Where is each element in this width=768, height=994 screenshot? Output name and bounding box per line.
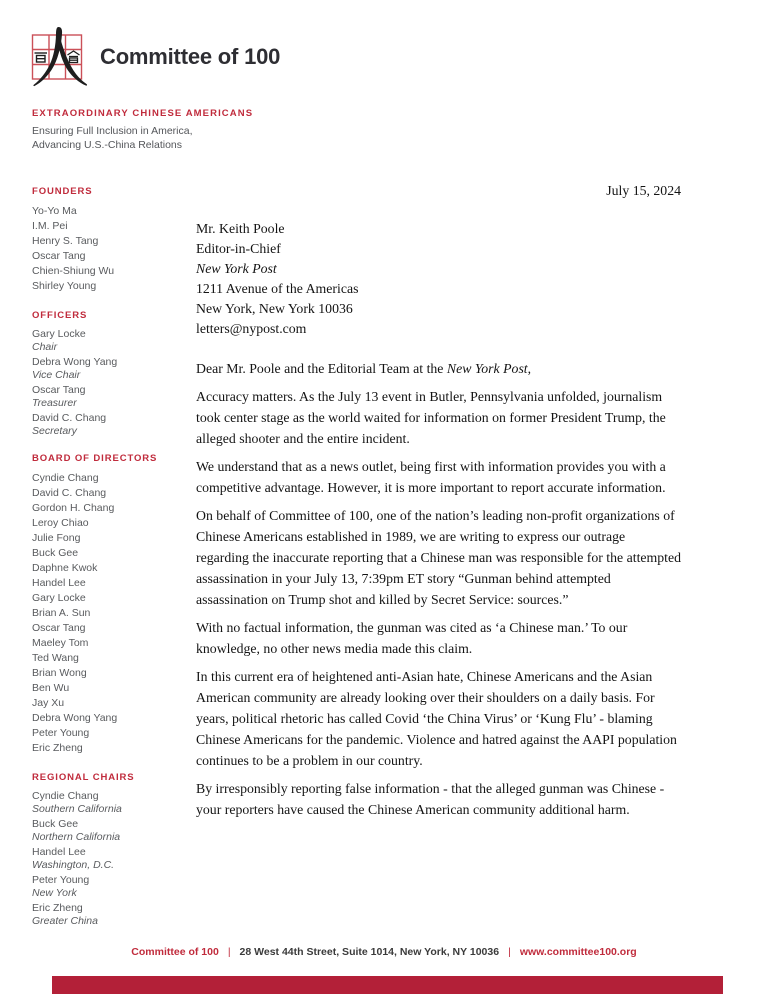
person-name: Daphne Kwok bbox=[32, 562, 98, 574]
salutation bbox=[196, 358, 681, 379]
person-name: Gary Locke bbox=[32, 328, 86, 340]
person-name: Oscar Tang bbox=[32, 384, 86, 396]
recipient-publication: New York Post bbox=[196, 261, 277, 276]
list-item bbox=[32, 741, 187, 756]
list-item bbox=[32, 531, 187, 546]
list-item bbox=[32, 264, 187, 279]
letter-date: July 15, 2024 bbox=[606, 183, 681, 198]
sidebar-section-founders bbox=[32, 186, 187, 294]
person-name: Brian Wong bbox=[32, 667, 87, 679]
person-name: Buck Gee bbox=[32, 818, 79, 830]
sidebar-heading-officers: OFFICERS bbox=[32, 310, 88, 321]
tagline-line-2: Advancing U.S.-China Relations bbox=[32, 139, 182, 151]
list-item bbox=[32, 219, 187, 234]
header-logo bbox=[31, 26, 280, 88]
person-name: Buck Gee bbox=[32, 547, 79, 559]
person-name: Cyndie Chang bbox=[32, 472, 99, 484]
person-name: Peter Young bbox=[32, 727, 90, 739]
list-item bbox=[32, 249, 187, 264]
tagline-line-1: Ensuring Full Inclusion in America, bbox=[32, 125, 193, 137]
footer-separator: | bbox=[508, 946, 511, 958]
person-name: Yo-Yo Ma bbox=[32, 205, 77, 217]
sidebar-section-officers bbox=[32, 310, 187, 437]
person-name: Henry S. Tang bbox=[32, 235, 99, 247]
person-name: Gordon H. Chang bbox=[32, 502, 115, 514]
recipient-street: 1211 Avenue of the Americas bbox=[196, 281, 359, 296]
list-item bbox=[32, 621, 187, 636]
person-region: Southern California bbox=[32, 802, 122, 815]
list-item bbox=[32, 696, 187, 711]
person-name: I.M. Pei bbox=[32, 220, 68, 232]
founders-list bbox=[32, 204, 187, 294]
list-item bbox=[32, 874, 187, 899]
person-role: Secretary bbox=[32, 424, 77, 437]
list-item bbox=[32, 546, 187, 561]
person-name: Leroy Chiao bbox=[32, 517, 89, 529]
person-name: Eric Zheng bbox=[32, 742, 83, 754]
footer bbox=[0, 946, 768, 958]
person-role: Vice Chair bbox=[32, 368, 81, 381]
list-item bbox=[32, 726, 187, 741]
list-item bbox=[32, 636, 187, 651]
list-item bbox=[32, 516, 187, 531]
sidebar bbox=[32, 186, 187, 943]
salutation-publication: New York Post bbox=[446, 361, 528, 376]
recipient-title: Editor-in-Chief bbox=[196, 241, 281, 256]
person-name: Gary Locke bbox=[32, 592, 86, 604]
regional-chairs-list bbox=[32, 790, 187, 927]
footer-org-name: Committee of 100 bbox=[131, 946, 219, 958]
letter-paragraph: By irresponsibly reporting false information - that the alleged gunman was Chinese - your reporters have caused the Chinese American community additional harm. bbox=[196, 781, 665, 817]
sidebar-heading-regional-chairs: REGIONAL CHAIRS bbox=[32, 772, 135, 783]
list-item bbox=[32, 412, 187, 437]
list-item bbox=[32, 711, 187, 726]
person-name: Brian A. Sun bbox=[32, 607, 91, 619]
recipient-email: letters@nypost.com bbox=[196, 321, 307, 336]
list-item bbox=[32, 591, 187, 606]
list-item bbox=[32, 576, 187, 591]
person-name: David C. Chang bbox=[32, 412, 107, 424]
list-item bbox=[32, 501, 187, 516]
salutation-comma: , bbox=[527, 361, 532, 376]
footer-red-bar bbox=[52, 976, 723, 994]
list-item bbox=[32, 384, 187, 409]
letter-paragraphs bbox=[196, 386, 681, 820]
tagline-block bbox=[32, 108, 292, 152]
list-item bbox=[32, 681, 187, 696]
person-name: Shirley Young bbox=[32, 280, 97, 292]
sidebar-heading-board: BOARD OF DIRECTORS bbox=[32, 453, 158, 464]
person-name: Debra Wong Yang bbox=[32, 356, 118, 368]
person-name: Handel Lee bbox=[32, 577, 86, 589]
list-item bbox=[32, 328, 187, 353]
list-item bbox=[32, 818, 187, 843]
list-item bbox=[32, 902, 187, 927]
person-name: Maeley Tom bbox=[32, 637, 89, 649]
person-name: Ben Wu bbox=[32, 682, 70, 694]
letter-body bbox=[196, 180, 681, 827]
person-name: Eric Zheng bbox=[32, 902, 83, 914]
list-item bbox=[32, 356, 187, 381]
person-region: New York bbox=[32, 886, 77, 899]
person-name: Cyndie Chang bbox=[32, 790, 99, 802]
person-region: Northern California bbox=[32, 830, 121, 843]
person-role: Treasurer bbox=[32, 396, 77, 409]
recipient-city: New York, New York 10036 bbox=[196, 301, 353, 316]
board-list bbox=[32, 471, 187, 756]
list-item bbox=[32, 279, 187, 294]
footer-separator: | bbox=[227, 946, 231, 958]
list-item bbox=[32, 561, 187, 576]
list-item bbox=[32, 790, 187, 815]
person-role: Chair bbox=[32, 340, 58, 353]
letter-paragraph: We understand that as a news outlet, being first with information provides you with a competitive advantage. However, it is more important to report accurate information. bbox=[196, 459, 666, 495]
sidebar-section-regional-chairs bbox=[32, 772, 187, 927]
officers-list bbox=[32, 328, 187, 437]
committee-of-100-seal-icon bbox=[31, 26, 89, 88]
person-name: Ted Wang bbox=[32, 652, 79, 664]
list-item bbox=[32, 486, 187, 501]
recipient-address-block bbox=[196, 219, 681, 339]
tagline-heading: EXTRAORDINARY CHINESE AMERICANS bbox=[32, 108, 254, 119]
footer-address: 28 West 44th Street, Suite 1014, New York, NY 10036 bbox=[239, 946, 500, 958]
person-name: Handel Lee bbox=[32, 846, 86, 858]
person-region: Washington, D.C. bbox=[32, 858, 115, 871]
letter-paragraph: With no factual information, the gunman was cited as ‘a Chinese man.’ To our knowledge, no other news media made this claim. bbox=[196, 620, 628, 656]
letter-paragraph: In this current era of heightened anti-Asian hate, Chinese Americans and the Asian American community are already looking over their shoulders on a daily basis. For years, political rhetoric has called Covid ‘the China Virus’ or ‘Kung Flu’ - blaming Chinese Americans for the pandemic. Violence and hatred against the AAPI population continues to be a problem in our country. bbox=[196, 669, 677, 768]
list-item bbox=[32, 651, 187, 666]
person-name: David C. Chang bbox=[32, 487, 107, 499]
list-item bbox=[32, 234, 187, 249]
list-item bbox=[32, 204, 187, 219]
sidebar-section-board-of-directors bbox=[32, 453, 187, 756]
person-name: Chien-Shiung Wu bbox=[32, 265, 115, 277]
list-item bbox=[32, 666, 187, 681]
org-name-logo-text: Committee of 100 bbox=[100, 44, 281, 69]
sidebar-heading-founders: FOUNDERS bbox=[32, 186, 93, 197]
person-name: Jay Xu bbox=[32, 697, 65, 709]
list-item bbox=[32, 471, 187, 486]
person-region: Greater China bbox=[32, 914, 98, 927]
person-name: Debra Wong Yang bbox=[32, 712, 118, 724]
list-item bbox=[32, 606, 187, 621]
list-item bbox=[32, 846, 187, 871]
person-name: Oscar Tang bbox=[32, 250, 86, 262]
person-name: Oscar Tang bbox=[32, 622, 86, 634]
letter-paragraph: On behalf of Committee of 100, one of the nation’s leading non-profit organizations of Chinese Americans established in 1989, we are writing to express our outrage regarding the inaccurate reporting that a Chinese man was responsible for the attempted assassination in your July 13, 7:39pm ET story “Gunman behind attempted assassination on Trump shot and killed by Secret Service: sources.” bbox=[196, 508, 682, 607]
person-name: Peter Young bbox=[32, 874, 90, 886]
footer-website-link[interactable]: www.committee100.org bbox=[519, 946, 637, 958]
salutation-text: Dear Mr. Poole and the Editorial Team at the bbox=[196, 361, 447, 376]
letter-paragraph: Accuracy matters. As the July 13 event in Butler, Pennsylvania unfolded, journalism took center stage as the world waited for information on former President Trump, the alleged shooter and the entire incident. bbox=[196, 389, 666, 446]
recipient-name: Mr. Keith Poole bbox=[196, 221, 285, 236]
person-name: Julie Fong bbox=[32, 532, 81, 544]
